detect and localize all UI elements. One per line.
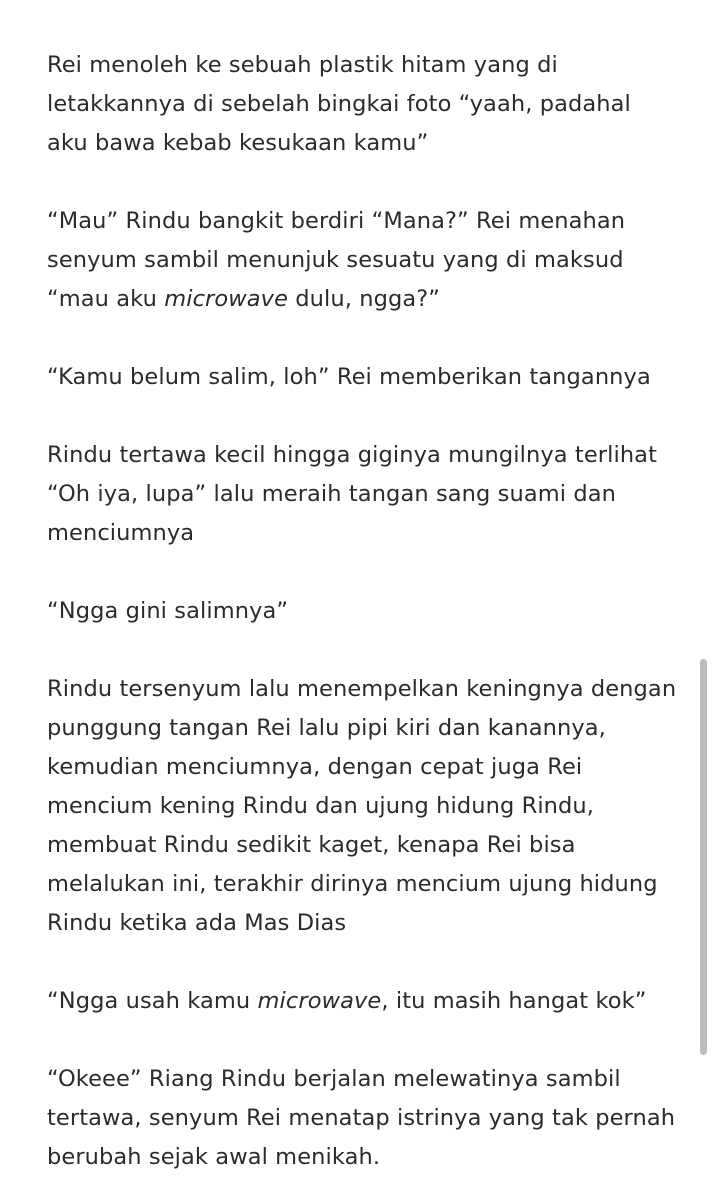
text-line: Rindu ketika ada Mas Dias bbox=[47, 910, 347, 936]
text-line: “Ngga gini salimnya” bbox=[47, 598, 289, 624]
text-line bbox=[47, 982, 677, 1021]
paragraph-5 bbox=[47, 592, 677, 631]
text-line: punggung tangan Rei lalu pipi kiri dan kanannya, bbox=[47, 715, 606, 741]
story-text bbox=[47, 46, 677, 1177]
italic-word: microwave bbox=[257, 988, 382, 1014]
paragraph-6 bbox=[47, 670, 677, 943]
text-segment: , itu masih hangat kok” bbox=[381, 988, 647, 1014]
text-line: berubah sejak awal menikah. bbox=[47, 1144, 381, 1170]
paragraph-8 bbox=[47, 1060, 677, 1177]
text-line: Rindu tertawa kecil hingga giginya mungilnya terlihat bbox=[47, 442, 657, 468]
text-line: tertawa, senyum Rei menatap istrinya yang tak pernah bbox=[47, 1105, 676, 1131]
text-line: melalukan ini, terakhir dirinya mencium ujung hidung bbox=[47, 871, 658, 897]
text-line: letakkannya di sebelah bingkai foto “yaah, padahal bbox=[47, 91, 631, 117]
text-line: aku bawa kebab kesukaan kamu” bbox=[47, 130, 429, 156]
paragraph-1 bbox=[47, 46, 677, 163]
text-line: menciumnya bbox=[47, 520, 195, 546]
text-segment: dulu, ngga?” bbox=[288, 286, 441, 312]
text-line: Rindu tersenyum lalu menempelkan keningnya dengan bbox=[47, 676, 677, 702]
text-line: mencium kening Rindu dan ujung hidung Rindu, bbox=[47, 793, 595, 819]
text-line: senyum sambil menunjuk sesuatu yang di maksud bbox=[47, 247, 624, 273]
scrollbar-thumb[interactable] bbox=[700, 659, 707, 1055]
text-line: kemudian menciumnya, dengan cepat juga Rei bbox=[47, 754, 583, 780]
text-line: “Okeee” Riang Rindu berjalan melewatinya sambil bbox=[47, 1066, 621, 1092]
text-segment: “Ngga usah kamu bbox=[47, 988, 258, 1014]
paragraph-3 bbox=[47, 358, 677, 397]
text-segment: “mau aku bbox=[47, 286, 165, 312]
text-line: “Oh iya, lupa” lalu meraih tangan sang suami dan bbox=[47, 481, 616, 507]
italic-word: microwave bbox=[164, 286, 289, 312]
text-line: “Kamu belum salim, loh” Rei memberikan tangannya bbox=[47, 364, 651, 390]
text-line: membuat Rindu sedikit kaget, kenapa Rei bisa bbox=[47, 832, 576, 858]
text-line bbox=[47, 280, 677, 319]
paragraph-7 bbox=[47, 982, 677, 1021]
text-line: Rei menoleh ke sebuah plastik hitam yang di bbox=[47, 52, 558, 78]
paragraph-2 bbox=[47, 202, 677, 319]
paragraph-4 bbox=[47, 436, 677, 553]
text-line: “Mau” Rindu bangkit berdiri “Mana?” Rei menahan bbox=[47, 208, 626, 234]
